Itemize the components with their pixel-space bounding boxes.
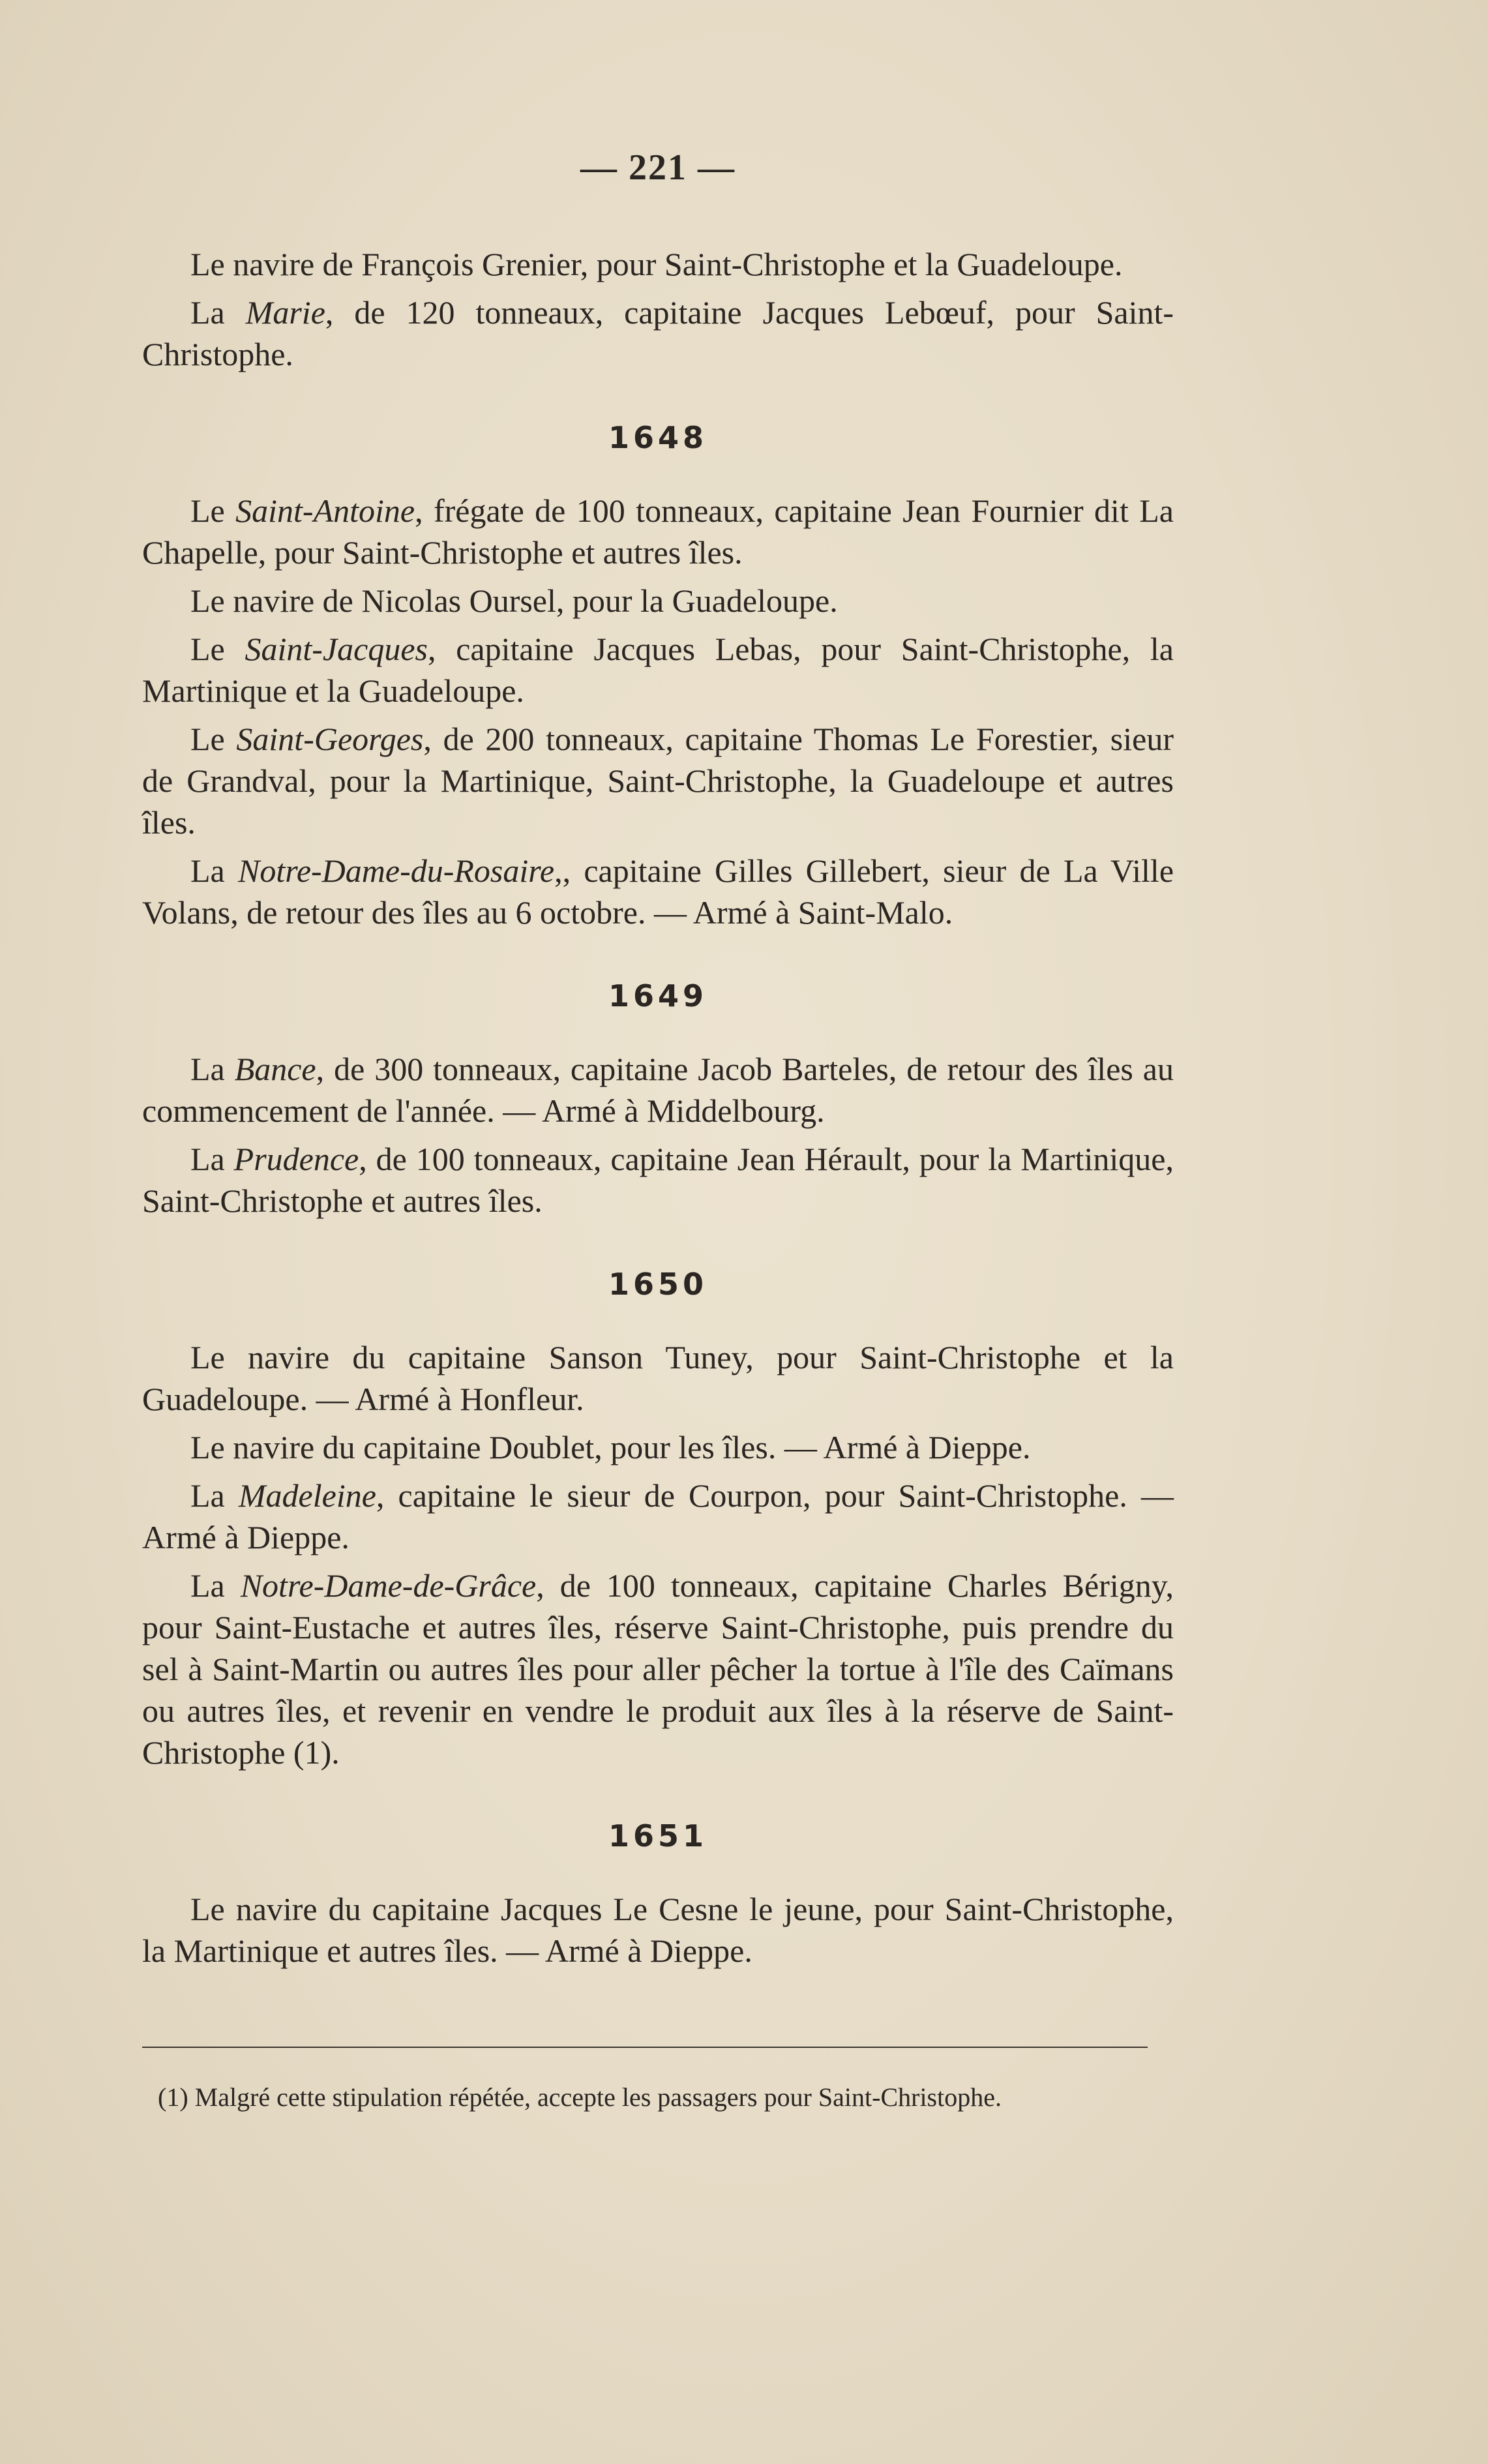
- paragraph: Le Saint-Antoine, frégate de 100 tonneaux, capitaine Jean Fournier dit La Chapelle, pour Saint-Christophe et autres îles.: [142, 492, 1174, 571]
- paragraph: Le navire du capitaine Jacques Le Cesne le jeune, pour Saint-Christophe, la Martinique et autres îles. — Armé à Dieppe.: [142, 1891, 1174, 1969]
- ship-name: Notre-Dame-du-Rosaire: [237, 852, 555, 889]
- ship-name: Madeleine: [238, 1477, 376, 1514]
- paragraph: La Bance, de 300 tonneaux, capitaine Jacob Barteles, de retour des îles au commencement de l'année. — Armé à Middelbourg.: [142, 1051, 1174, 1129]
- paragraph: Le navire du capitaine Sanson Tuney, pour Saint-Christophe et la Guadeloupe. — Armé à Honfleur.: [142, 1339, 1174, 1417]
- paragraph: Le Saint-Jacques, capitaine Jacques Lebas, pour Saint-Christophe, la Martinique et la Guadeloupe.: [142, 631, 1174, 709]
- paragraph: La Notre-Dame-du-Rosaire,, capitaine Gilles Gillebert, sieur de La Ville Volans, de retour des îles au 6 octobre. — Armé à Saint-Malo.: [142, 852, 1174, 931]
- paragraph: La Marie, de 120 tonneaux, capitaine Jacques Lebœuf, pour Saint-Christophe.: [142, 294, 1174, 372]
- footnote-rule: [142, 2047, 1148, 2048]
- section: [142, 1263, 1174, 1773]
- footnote: (1) Malgré cette stipulation répétée, accepte les passagers pour Saint-Christophe.: [158, 2082, 1002, 2112]
- page-content: [142, 147, 1174, 1978]
- ship-name: Bance: [234, 1051, 316, 1087]
- paragraph: Le navire de Nicolas Oursel, pour la Guadeloupe.: [190, 582, 838, 619]
- page-number: — 221 —: [580, 147, 736, 188]
- ship-name: Notre-Dame-de-Grâce: [240, 1567, 537, 1604]
- ship-name: Marie: [245, 294, 325, 331]
- section: [142, 243, 1174, 375]
- ship-name: Saint-Jacques: [245, 631, 428, 667]
- section: [142, 417, 1174, 933]
- ship-name: Saint-Georges: [236, 721, 424, 757]
- paragraph: La Madeleine, capitaine le sieur de Courpon, pour Saint-Christophe. — Armé à Dieppe.: [142, 1477, 1174, 1555]
- ship-name: Saint-Antoine: [235, 492, 415, 529]
- paragraph: Le navire de François Grenier, pour Saint-Christophe et la Guadeloupe.: [190, 246, 1123, 282]
- section: [142, 975, 1174, 1222]
- ship-name: Prudence: [233, 1141, 359, 1177]
- paragraph: La Notre-Dame-de-Grâce, de 100 tonneaux, capitaine Charles Bérigny, pour Saint-Eustache et autres îles, réserve Saint-Christophe, puis prendre du sel à Saint-Martin ou autres îles pour aller pêcher la tortue à l'île des Caïmans ou autres îles, et revenir en vendre le produit aux îles à la réserve de Saint-Christophe (1).: [142, 1567, 1174, 1771]
- year-heading: 1651: [608, 1818, 708, 1854]
- year-heading: 1650: [608, 1267, 708, 1302]
- paragraph: La Prudence, de 100 tonneaux, capitaine Jean Hérault, pour la Martinique, Saint-Christophe et autres îles.: [142, 1141, 1174, 1219]
- section: [142, 1815, 1174, 1972]
- paragraph: Le navire du capitaine Doublet, pour les îles. — Armé à Dieppe.: [190, 1429, 1031, 1465]
- year-heading: 1649: [608, 978, 708, 1014]
- paragraph: Le Saint-Georges, de 200 tonneaux, capitaine Thomas Le Forestier, sieur de Grandval, pour la Martinique, Saint-Christophe, la Guadeloupe et autres îles.: [142, 721, 1174, 841]
- year-heading: 1648: [608, 420, 708, 455]
